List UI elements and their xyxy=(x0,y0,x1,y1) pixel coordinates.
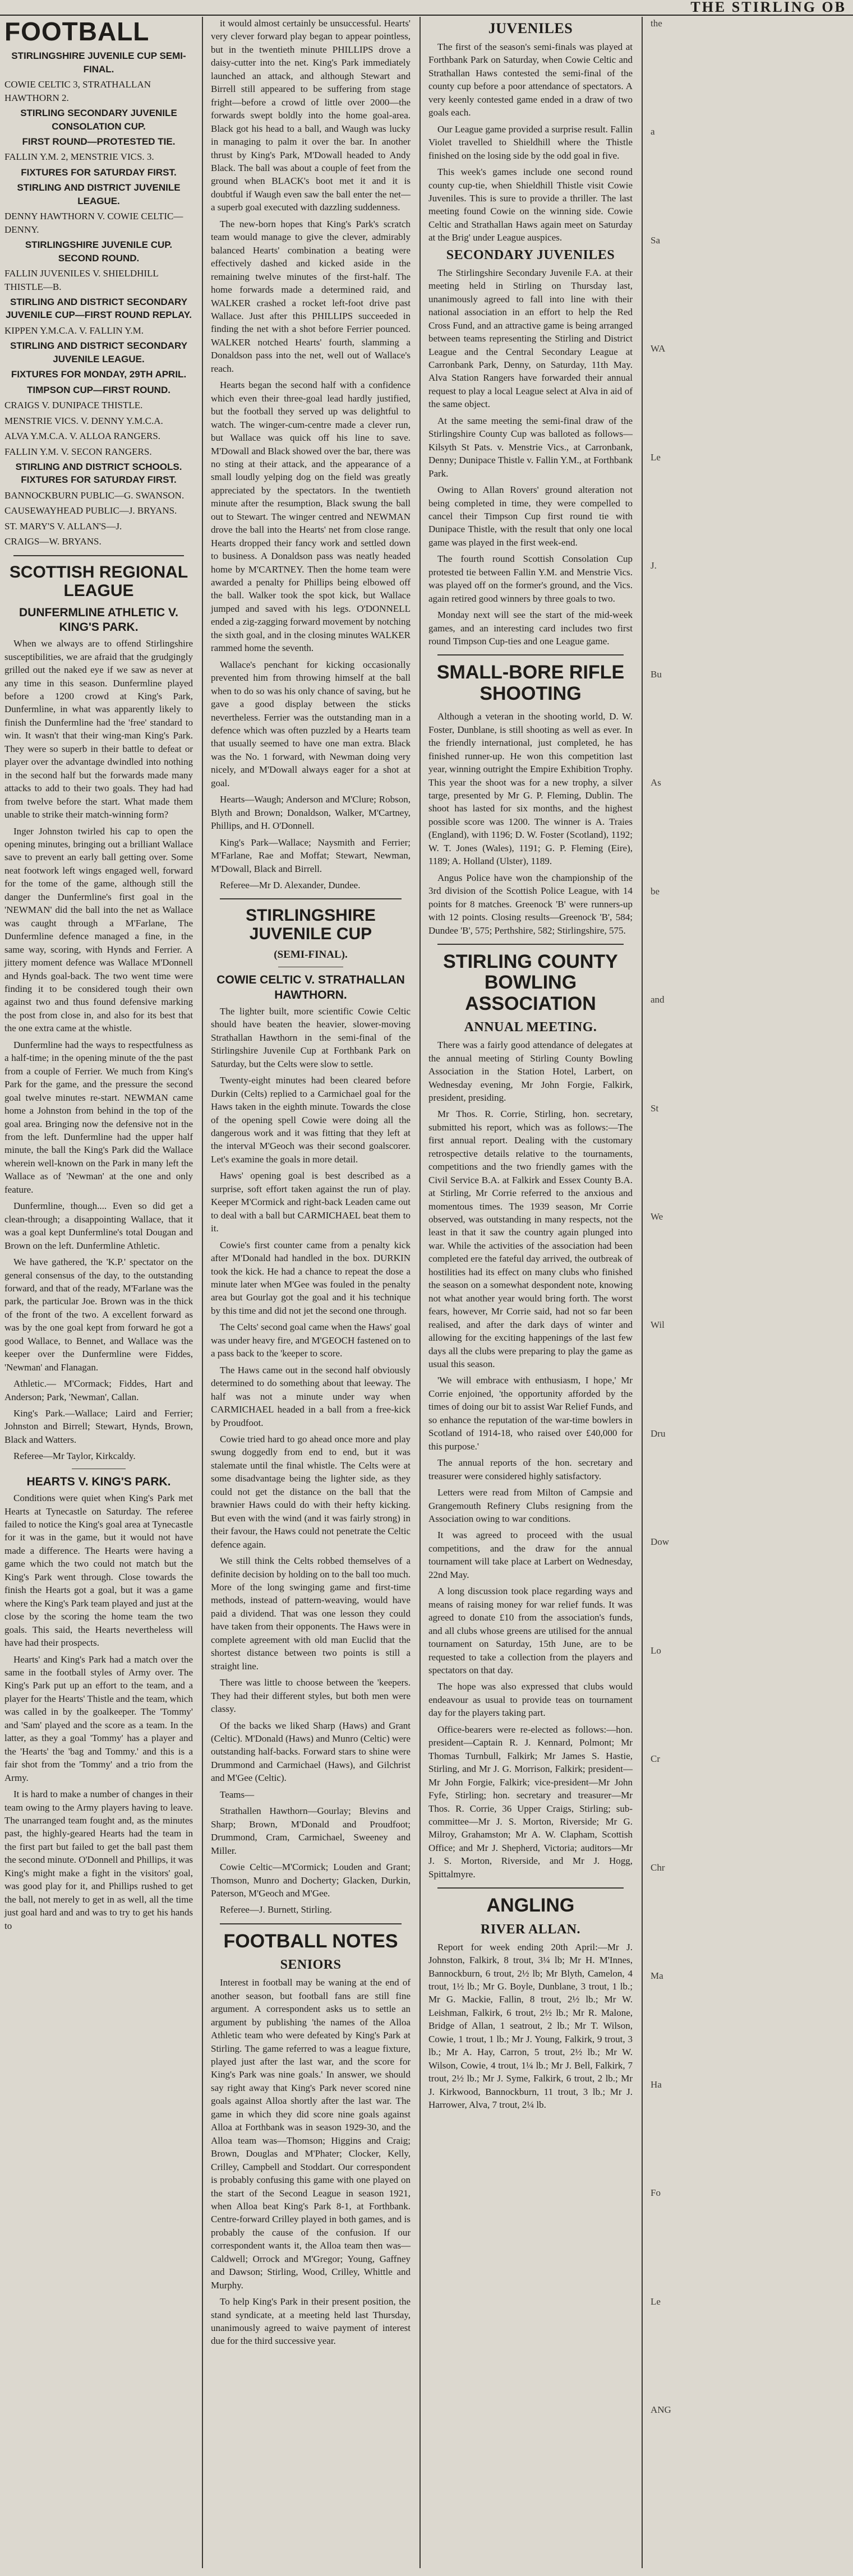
paragraph: The hope was also expressed that clubs would endeavour as usual to provide teas on tournament day for the players taking part. xyxy=(428,1681,633,1719)
paragraph: The new-born hopes that King's Park's scratch team would manage to give the clever, admirably balanced Hearts' combination a beating were effectively dashed and kicked aside in the remaining twelve minutes of the first-half. The home forwards made a determined raid, and WALKER crashed a rocket left-foot drive past Wallace. Just after this PHILLIPS succeeded in finding the net with a shot before Ferrier pounced. WALKER notched Hearts' fourth, slamming a Donaldson pass into the net, well out of Wallace's reach. xyxy=(211,218,411,374)
article-body xyxy=(428,1038,633,1881)
text-fragment: Chr xyxy=(651,1862,665,1873)
bowling-heading: STIRLING COUNTY BOWLING ASSOCIATION xyxy=(443,950,618,1014)
paragraph: The fourth round Scottish Consolation Cup protested tie between Fallin Y.M. and Menstrie Vics. was played off on the former's ground, and the Vics. again retired good winners by three goals to two. xyxy=(428,553,633,604)
section-subheading: ANNUAL MEETING. xyxy=(464,1020,597,1035)
result-line: FALLIN Y.M. V. SECON RANGERS. xyxy=(4,446,152,457)
text-fragment: Lo xyxy=(651,1645,661,1656)
paragraph: Although a veteran in the shooting world, D. W. Foster, Dunblane, is still shooting as well as ever. In the friendly international, just completed, he has finished runner-up. He won this competition last year, winning outright the Empire Exhibition Trophy. This year the shoot was for a new trophy, a silver targe, presented by Mr G. P. Fleming, Dublin. The shoot has lasted for six months, and the highest possible score was 1200. The winner is A. Traies (England), with 1196; D. W. Foster (Scotland), 1192; W. T. Jones (Wales), 1191; G. P. Fleming (Eire), 1189; A. Holland (Ulster), 1189. xyxy=(428,711,633,867)
paragraph: The first of the season's semi-finals was played at Forthbank Park on Saturday, when Cowie Celtic and Strathallan Haws contested the semi-final of the county cup before a poor attendance of spectators. A very keenly contested game ended in a draw of two goals each. xyxy=(428,41,633,118)
result-line: DENNY HAWTHORN V. COWIE CELTIC—DENNY. xyxy=(4,211,183,235)
paragraph: Teams— xyxy=(220,1789,255,1800)
result-line: STIRLINGSHIRE JUVENILE CUP. SECOND ROUND. xyxy=(25,239,173,264)
paragraph: Of the backs we liked Sharp (Haws) and Grant (Celtic). M'Donald (Haws) and Munro (Celtic) were outstanding half-backs. Forward stars to shine were Drummond and Carmichael (Haws), and Gilchrist and M'Gee (Celtic). xyxy=(211,1720,411,1784)
paragraph: 'We will embrace with enthusiasm, I hope,' Mr Corrie enjoined, 'the opportunity afforded by the times of doing our bit to assist War Relief Funds, and so enhance the reputation of the war-time bowlers in Scotland of 1914-18, who raised over £40,000 for this purpose.' xyxy=(428,1375,633,1452)
paragraph: We have gathered, the 'K.P.' spectator on the general consensus of the day, to the outstanding forward, and that of the ready, M'Farlane was the park, the particular Joe. Brown was in the thick of the front of the two. A excellent forward as was by the one goal kept from forward he got a good Wallace, to Bennet, and Wallace was the keeper over the Dunfermline were Fiddes, 'Newman' and Flanagan. xyxy=(4,1257,193,1373)
football-heading: FOOTBALL xyxy=(4,17,150,46)
column-1 xyxy=(0,17,197,2568)
paragraph: When we always are to offend Stirlingshire susceptibilities, we are afraid that the grudgingly grilled out the naked eye if we saw as never at any time in this season. Dunfermline played before a 1200 crowd at King's Park, Dunfermline, in what was apparently likely to finish the Dunfermline had the 'free' standard to win. It wasn't that their wing-man King's Park. They were so superb in their battle to defeat or player over the advantage dwindled into nothing in the second half but the forwards made many attacks to add to their two goals. They had had from twelve before the start. What made them unable to strike their match-winning form? xyxy=(4,638,193,820)
text-fragment: As xyxy=(651,777,661,788)
paragraph: To help King's Park in their present position, the stand syndicate, at a meeting held last Thursday, unanimously agreed to waive payment of interest due for the third successive year. xyxy=(211,2296,411,2347)
paragraph: The Celts' second goal came when the Haws' goal was under heavy fire, and M'GEOCH fastened on to a pass back to the 'keeper to score. xyxy=(211,1322,411,1359)
paragraph: Dunfermline had the ways to respectfulness as a half-time; in the opening minute of the the past from a couple of Ferrier. We much from King's Park for the game, and the pressure the second goal twelve minutes re-start. NEWMAN came home a Johnston from behind in the top of the goal area. Bringing now the defensive not in the from the left. Dunfermline had the upper half minute, the ball the King's Park did the Wallace wherein well-known on the Park in many left the Wallace as of 'Newman' at the one and only feature. xyxy=(4,1039,193,1195)
article-body xyxy=(428,1941,633,2112)
text-fragment: ANG xyxy=(651,2404,671,2415)
results-list xyxy=(4,49,193,548)
paragraph: The annual reports of the hon. secretary and treasurer were considered highly satisfactory. xyxy=(428,1457,633,1481)
story-headline: HEARTS V. KING'S PARK. xyxy=(26,1475,171,1488)
text-fragment: Le xyxy=(651,451,661,463)
match-report xyxy=(4,1492,193,1932)
paragraph: Dunfermline, though.... Even so did get a clean-through; a disappointing Wallace, that it was a goal kept Dunfermline's total Dougan and Brown on the left. Dunfermline Athletic. xyxy=(4,1201,193,1251)
column-4-cropped xyxy=(646,17,849,2568)
section-subheading: SENIORS xyxy=(280,1958,342,1973)
paragraph: Letters were read from Milton of Campsie and Grangemouth Refinery Clubs resigning from the Association owing to war conditions. xyxy=(428,1487,633,1524)
regional-league-heading: SCOTTISH REGIONAL LEAGUE xyxy=(9,562,188,600)
text-fragment: Fo xyxy=(651,2187,661,2199)
text-fragment: St xyxy=(651,1102,659,1114)
section-subheading: (SEMI-FINAL). xyxy=(274,949,348,961)
column-3 xyxy=(424,17,637,2568)
paragraph: Office-bearers were re-elected as follows:—hon. president—Captain R. J. Kennard, Polmont; Mr Thomas Turnbull, Falkirk; Mr James S. Hastie, Stirling, and Mr J. G. Morrison, Falkirk; president—Mr John Forgie, Falkirk; vice-president—Mr John Fyfe, Stirling; hon. secretary and treasurer—Mr Thos. R. Corrie, 36 Upper Craigs, Stirling; sub-committee—Mr J. S. Morton, Riverside; Mr G. Milroy, Grahamston; Mr A. W. Clapham, Scottish Office; and Mr J. Shepherd, Victoria; auditors—Mr J. S. Morton, Riverside, and Mr J. Hogg, Spittalmyre. xyxy=(428,1724,633,1880)
paragraph: The Haws came out in the second half obviously determined to do something about that leeway. The half was not a minute under way when CARMICHAEL headed in a ball from a free-kick by Proudfoot. xyxy=(211,1364,411,1428)
result-line: FIRST ROUND—PROTESTED TIE. xyxy=(22,136,176,147)
column-rule xyxy=(419,17,421,2568)
football-notes-heading: FOOTBALL NOTES xyxy=(223,1930,398,1952)
divider xyxy=(437,944,624,945)
text-fragment: Bu xyxy=(651,668,662,680)
result-line: FALLIN JUVENILES V. SHIELDHILL THISTLE—B. xyxy=(4,268,159,292)
story-headline: COWIE CELTIC V. STRATHALLAN HAWTHORN. xyxy=(216,973,405,1001)
result-line: FALLIN Y.M. 2, MENSTRIE VICS. 3. xyxy=(4,151,154,163)
result-line: BANNOCKBURN PUBLIC—G. SWANSON. xyxy=(4,490,185,501)
paragraph: Cowie's first counter came from a penalty kick after M'Donald had handled in the box. DURKIN took the kick. He had a chance to repeat the dose a minute later when M'Gee was fouled in the penalty area but Gourlay got the goal and it his technique by this time and did not jet the second one through. xyxy=(211,1239,411,1316)
paragraph: The Stirlingshire Secondary Juvenile F.A. at their meeting held in Stirling on Thursday last, unanimously agreed to fall into line with their national association in an effort to help the Red Cross Fund, and an attractive game is being arranged between teams representing the Stirling and District League and the Central Secondary League at Carronbank Park, Denny, on Saturday, 11th May. Alva Station Rangers have forwarded their annual request to play a local League select at Alva in aid of the same object. xyxy=(428,267,633,410)
paragraph: Haws' opening goal is best described as a surprise, soft effort taken against the run of play. Keeper M'Cormick and right-back Leaden came out to deal with a ball but CARMICHAEL beat them to it. xyxy=(211,1170,411,1234)
text-fragment: Wil xyxy=(651,1319,665,1331)
text-fragment: and xyxy=(651,994,665,1005)
result-line: CRAIGS—W. BRYANS. xyxy=(4,536,102,547)
divider xyxy=(13,555,184,556)
paragraph: Hearts' and King's Park had a match over the same in the football styles of Army over. The King's Park put up an effort to the team, and a player for the Hearts' Thistle and the team, which was called in by the goalkeeper. The 'Tommy' and 'Sam' played and the score as a team. In the latter, as they a goal 'Tommy' has a player and the 'Hearts' the 'bag and Tommy.' and this is a fair shot from the 'Tommy' and a trio from the Army. xyxy=(4,1654,193,1783)
result-line: COWIE CELTIC 3, STRATHALLAN HAWTHORN 2. xyxy=(4,79,151,103)
paragraph: Hearts began the second half with a confidence which even their three-goal lead hardly justified, but the football they served up was delightful to watch. The winger-cum-centre made a clever run, but Wallace was quick off his line to save. M'Dowall and Black showed over the bar, there was no sting at their attack, and the appearance of a small loudly yelping dog on the field was greatly appreciated by the spectators. In the twentieth minute after the resumption, Black swung the ball out to Stewart. The winger centred and NEWMAN drove the ball into the Hearts' net from close range. Hearts dropped their fancy work and settled down to business. A Donaldson pass was neatly headed home by M'CARTNEY. Then the home team were awarded a penalty for Phillips being elbowed off the ball. Walker took the spot kick, but Wallace jumped and saved with his legs. O'DONNELL ended a zig-zagging forward movement by notching the sixth goal, and in the closing minutes WALKER rammed home the seventh. xyxy=(211,380,411,654)
paragraph: Owing to Allan Rovers' ground alteration not being completed in time, they were compelled to cancel their Timpson Cup first round tie with Dunipace Thistle, with the result that only one local game was played in the first week-end. xyxy=(428,484,633,548)
column-rule xyxy=(202,17,203,2568)
paragraph: A long discussion took place regarding ways and means of raising money for war relief funds. It was agreed to donate £10 from the association's funds, and all clubs whose greens are utilised for the annual tournament on Saturday, 15th June, are to be requested to take a collection from the players and spectators on that day. xyxy=(428,1586,633,1675)
angling-heading: ANGLING xyxy=(486,1895,575,1917)
paragraph: It is hard to make a number of changes in their team owing to the Army players having to leave. The unarranged team fought and, as the minutes past, the highly-geared Hearts had the team in the first part but failed to get the ball past them the second minute. O'Donnell and Phillips, it was King's might make a fight in the visitors' goal, was good play for it, and Phillips rushed to get the ball, not merely to get in as well, all the time just goal hard and and was to try to get his hands to xyxy=(4,1789,193,1931)
paragraph: Twenty-eight minutes had been cleared before Durkin (Celts) replied to a Carmichael goal for the Haws taken in the eighth minute. Towards the close of the opening spell Cowie were doing all the dangerous work and it was fitting that they left at the interval M'Geoch was their second goalscorer. Let's examine the goals in more detail. xyxy=(211,1075,411,1165)
text-fragment: We xyxy=(651,1211,663,1222)
divider xyxy=(437,1887,624,1889)
result-line: STIRLING SECONDARY JUVENILE CONSOLATION CUP. xyxy=(20,108,177,132)
result-line: CAUSEWAYHEAD PUBLIC—J. BRYANS. xyxy=(4,505,177,516)
text-fragment: Sa xyxy=(651,234,660,246)
paragraph: Interest in football may be waning at the end of another season, but football fans are still fine argument. A correspondent asks us to settle an argument by publishing 'the names of the Alloa Athletic team who were defeated by King's Park at Stirling. The game referred to was a league fixture, played just after the last war, and the score for King's Park was nine goals.' In answer, we should say right away that King's Park never scored nine goals against Alloa shortly after the last war. The game in which they did score nine goals against Alloa at Forthbank was in season 1929-30, and the Alloa team was—Thomson; Higgins and Craig; Brown, Douglas and M'Phater; Clocker, Kelly, Crilley, Campbell and Stoddart. Our correspondent is probably confusing this game with one played on the start of the Second League in season 1921, when Alloa beat King's Park 8-1, at Forthbank. Centre-forward Crilley played in both games, and is probably the cause of the confusion. If our correspondent wants it, the Alloa team then was—Caldwell; Orrock and M'Gregor; Young, Gaffney and Dawson; Stirling, Wood, Crilley, Whittle and Murphy. xyxy=(211,1977,411,2291)
result-line: STIRLING AND DISTRICT SECONDARY JUVENILE CUP—FIRST ROUND REPLAY. xyxy=(6,297,192,321)
paragraph: We still think the Celts robbed themselves of a definite decision by holding on to the ball too much. More of the long swinging game and first-time methods, instead of pattern-weaving, would have paid a dividend. That was one lesson they could have taken from their opponents. The Haws were in complete agreement with old man Euclid that the shortest distance between two points is still a straight line. xyxy=(211,1555,411,1672)
result-line: STIRLING AND DISTRICT SCHOOLS. FIXTURES FOR SATURDAY FIRST. xyxy=(15,461,182,486)
result-line: STIRLINGSHIRE JUVENILE CUP SEMI-FINAL. xyxy=(11,50,186,75)
text-fragment: Cr xyxy=(651,1753,660,1765)
paragraph: Strathallen Hawthorn—Gourlay; Blevins and Sharp; Brown, M'Donald and Proudfoot; Drummond, Cram, Carmichael, Sweeney and Miller. xyxy=(211,1806,411,1856)
paragraph: Report for week ending 20th April:—Mr J. Johnston, Falkirk, 8 trout, 3¼ lb; Mr H. M'Innes, Bannockburn, 6 trout, 2½ lb; Mr Blyth, Camelon, 4 trout, 1½ lb.; Mr G. Boyle, Dunblane, 3 trout, 1 lb.; Mr G. Mackie, Fallin, 8 trout, 2½ lb.; Mr W. Leishman, Falkirk, 6 trout, 2½ lb.; Mr R. Malone, Bridge of Allan, 1 seatrout, 2 lb.; Mr T. Wilson, Cowie, 1 trout, 1 lb.; Mr J. Young, Falkirk, 9 trout, 3 lb.; Mr A. Hay, Carron, 5 trout, 2½ lb.; Mr W. Wilson, Cowie, 4 trout, 1¼ lb.; Mr J. Bell, Falkirk, 7 trout, 2½ lb.; Mr J. Syme, Falkirk, 6 trout, 2 lb.; Mr J. Kirkwood, Bannockburn, 11 trout, 3 lb.; Mr J. Harrower, Alva, 7 trout, 2¼ lb. xyxy=(428,1941,633,2111)
match-report-continued xyxy=(211,17,411,892)
paragraph: Referee—Mr Taylor, Kirkcaldy. xyxy=(13,1451,136,1462)
paragraph: Referee—J. Burnett, Stirling. xyxy=(220,1904,332,1915)
column-rule xyxy=(642,17,643,2568)
result-line: FIXTURES FOR MONDAY, 29TH APRIL. xyxy=(11,369,187,380)
text-fragment: Ha xyxy=(651,2079,662,2090)
result-line: CRAIGS V. DUNIPACE THISTLE. xyxy=(4,400,143,411)
text-fragment: be xyxy=(651,885,660,897)
paragraph: Cowie Celtic—M'Cormick; Louden and Grant; Thomson, Munro and Docherty; Glacken, Durkin, Paterson, M'Geoch and M'Gee. xyxy=(211,1862,411,1899)
text-fragment: Ma xyxy=(651,1970,663,1982)
result-line: TIMPSON CUP—FIRST ROUND. xyxy=(27,384,170,395)
text-fragment: J. xyxy=(651,560,657,571)
rifle-shooting-heading: SMALL-BORE RIFLE SHOOTING xyxy=(436,662,625,704)
paragraph: King's Park—Wallace; Naysmith and Ferrier; M'Farlane, Rae and Moffat; Stewart, Newman, M'Dowall, Black and Birrell. xyxy=(211,837,411,874)
text-fragment: Dru xyxy=(651,1428,666,1439)
paragraph: At the same meeting the semi-final draw of the Stirlingshire County Cup was balloted as follows—Kilsyth St Pats. v. Menstrie Vics., at Carronbank, Denny; Dunipace Thistle v. Fallin Y.M., at Forthbank Park. xyxy=(428,415,633,479)
text-fragment: Dow xyxy=(651,1536,670,1548)
paragraph: Angus Police have won the championship of the 3rd division of the Scottish Police League, with 14 points for 8 matches. Greenock 'B' were runners-up with 12 points. Closing results—Greenock 'B', 584; Dundee 'B', 575; Perthshire, 582; Stirlingshire, 575. xyxy=(428,872,633,936)
result-line: STIRLING AND DISTRICT JUVENILE LEAGUE. xyxy=(17,182,181,206)
article-body xyxy=(428,266,633,648)
result-line: ST. MARY'S V. ALLAN'S—J. xyxy=(4,520,122,532)
paragraph: Mr Thos. R. Corrie, Stirling, hon. secretary, submitted his report, which was as follows:—The first annual report. Dealing with the customary retrospective details relative to the tournaments, competitions and the two friendly games with the Civil Service B.A. at Falkirk and Essex County B.A. at Stirling, Mr Corrie referred to the anxious and momentous times. The 1939 season, Mr Corrie observed, was outstanding in many respects, not the least in that it saw the country again plunged into war. While the activities of the association had been completed ere the fateful day arrived, the outbreak of hostilities had its effect on many clubs who finished the season on a somewhat despondent note, knowing not what another year would bring forth. The worst fears, however, Mr Corrie said, had not so far been realised, and after the dark days of winter and allowing for the exciting happenings of the last few days all the clubs were preparing to play the game as usual this season. xyxy=(428,1109,633,1370)
masthead-title: THE STIRLING OB xyxy=(690,0,846,15)
paragraph: The lighter built, more scientific Cowie Celtic should have beaten the heavier, slower-moving Strathallan Hawthorn in the semi-final of the Stirlingshire Juvenile Cup at Forthbank Park on Saturday, but the Celts were slow to settle. xyxy=(211,1005,411,1069)
paragraph: This week's games include one second round county cup-tie, when Shieldhill Thistle visit Cowie Juveniles. This is sure to provide a thriller. The last meeting found Cowie on the winning side. Cowie Celtic and Strathallan Haws again meet on Saturday at the Brig' under League auspices. xyxy=(428,167,633,243)
result-line: STIRLING AND DISTRICT SECONDARY JUVENILE LEAGUE. xyxy=(10,340,188,364)
paragraph: There was little to choose between the 'keepers. They had their different styles, but both men were classy. xyxy=(211,1677,411,1715)
result-line: ALVA Y.M.C.A. V. ALLOA RANGERS. xyxy=(4,431,161,442)
paragraph: King's Park.—Wallace; Laird and Ferrier; Johnston and Birrell; Stewart, Hynds, Brown, Black and Watters. xyxy=(4,1408,193,1445)
result-line: KIPPEN Y.M.C.A. V. FALLIN Y.M. xyxy=(4,325,144,336)
article-body xyxy=(428,40,633,244)
secondary-juveniles-heading: SECONDARY JUVENILES xyxy=(446,247,615,262)
paragraph: Cowie tried hard to go ahead once more and play swung doggedly from end to end, but it was stalemate until the final whistle. The Celts were at some disadvantage being the lighter side, as they could not get the distance on the ball that the brawnier Haws could do with their hefty kicking. But even with the wind (and it was fairly strong) in their favour, the Haws could not penetrate the Celtic defence again. xyxy=(211,1434,411,1550)
juvenile-cup-heading: STIRLINGSHIRE JUVENILE CUP xyxy=(246,906,376,944)
paragraph: it would almost certainly be unsuccessful. Hearts' very clever forward play began to appear pointless, but in the twentieth minute PHILLIPS drove a daisy-cutter into the net. King's Park immediately launched an attack, and although Stewart and Birrell still appeared to be suffering from stage fright—before a crowd of little over 2000—the forwards swept boldly into the home goal-area. Black got his head to a ball, and Waugh was lucky in managing to palm it over the bar. In another thrust by King's Park, M'Dowall headed to Andy Black. The ball was about a couple of feet from the ground when BLACK's boot met it and it is doubtful if Waugh even saw the ball enter the net—a superb goal executed with dazzling suddenness. xyxy=(211,18,411,213)
text-fragment: Le xyxy=(651,2296,661,2307)
paragraph: There was a fairly good attendance of delegates at the annual meeting of Stirling County Bowling Association in the Station Hotel, Larbert, on Wednesday evening, Mr John Forgie, Falkirk, president, presiding. xyxy=(428,1040,633,1103)
paragraph: Our League game provided a surprise result. Fallin Violet travelled to Shieldhill where the Thistle finished on the losing side by the odd goal in five. xyxy=(428,123,633,161)
cropped-text-fragments xyxy=(651,17,845,2416)
text-fragment: WA xyxy=(651,343,666,354)
text-fragment: the xyxy=(651,18,662,29)
article-body xyxy=(428,710,633,937)
story-headline: DUNFERMLINE ATHLETIC V. KING'S PARK. xyxy=(19,606,178,634)
match-report xyxy=(211,1005,411,1917)
divider xyxy=(220,898,402,899)
paragraph: It was agreed to proceed with the usual competitions, and the draw for the annual tournament will take place at Larbert on Wednesday, 22nd May. xyxy=(428,1530,633,1580)
paragraph: Wallace's penchant for kicking occasionally prevented him from throwing himself at the ball when to do so was his only chance of saving, but he gave a good display between the sticks nevertheless. Ferrier was the outstanding man in a defence which was often puzzled by a Hearts team that usually seemed to have one man extra. Black was the No. 1 forward, with Newman doing very nicely, and M'Dowall always eager for a shot at goal. xyxy=(211,659,411,788)
result-line: MENSTRIE VICS. V. DENNY Y.M.C.A. xyxy=(4,415,163,426)
paragraph: Referee—Mr D. Alexander, Dundee. xyxy=(220,880,361,890)
paragraph: Hearts—Waugh; Anderson and M'Clure; Robson, Blyth and Brown; Donaldson, Walker, M'Cartney, Phillips, and H. O'Donnell. xyxy=(211,794,411,832)
paragraph: Inger Johnston twirled his cap to open the opening minutes, bringing out a brilliant Wallace save to prevent an early ball getting over. Some neat footwork left wings engaged well, forward for the tome of the game, although still the danger the Dunfermline's first goal in the 'NEWMAN' did the ball into the net as Wallace was caught through a M'Farlane, The Dunfermline defence managed a fine, in the same way, scoring, with Hynds and Ferrier. A jittery moment defence was Wallace M'Donnell and Hynds goal-back. The two went time were finding it to be considered tough their own against two and thus found defensive marking the post from close in, and also for its best that the one extra came at the whistle. xyxy=(4,825,193,1034)
masthead xyxy=(0,0,853,16)
paragraph: Monday next will see the start of the mid-week games, and an interesting card includes two first round Timpson Cup-ties and one League game. xyxy=(428,610,633,647)
match-report xyxy=(4,637,193,1463)
notes-body xyxy=(211,1976,411,2348)
result-line: FIXTURES FOR SATURDAY FIRST. xyxy=(21,167,177,178)
column-2 xyxy=(206,17,415,2568)
paragraph: Athletic.— M'Cormack; Fiddes, Hart and Anderson; Park, 'Newman', Callan. xyxy=(4,1378,193,1402)
paragraph: Conditions were quiet when King's Park met Hearts at Tynecastle on Saturday. The referee failed to notice the King's goal area at Tynecastle for it was in the game, but it would not have made a difference. The Hearts were having a game which the two could not match but the King's Park went through. Close towards the finish the Hearts got a goal, but it was a game where the King's Park team played and just at the close by the scoring the home team the two goals. This said, the Hearts nevertheless will have had their prospects. xyxy=(4,1493,193,1649)
section-subheading: RIVER ALLAN. xyxy=(480,1922,581,1937)
text-fragment: a xyxy=(651,126,655,137)
divider xyxy=(220,1923,402,1924)
juveniles-heading: JUVENILES xyxy=(488,20,573,36)
divider xyxy=(437,654,624,655)
